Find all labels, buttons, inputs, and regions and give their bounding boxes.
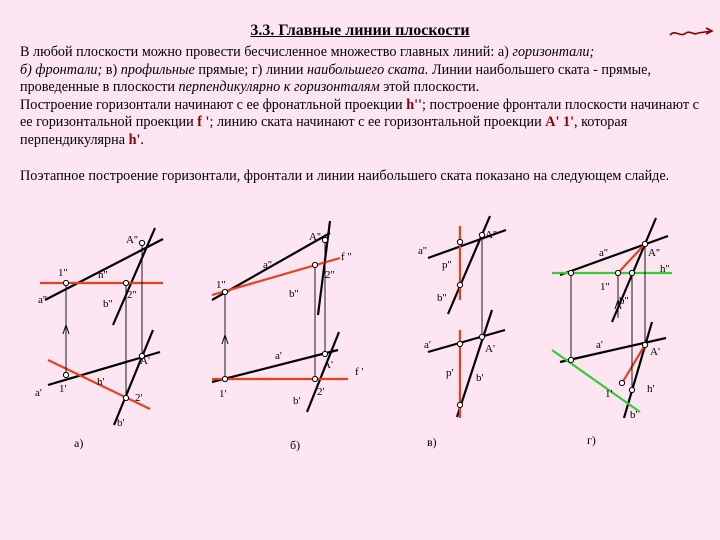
line-b-front (448, 216, 490, 314)
caption-b: б) (290, 438, 301, 452)
text-span: ; линию ската начинают с ее горизонтальной проекции (209, 114, 546, 131)
label: b' (293, 395, 301, 407)
point (139, 240, 144, 245)
text-span: h'' (406, 96, 422, 113)
point (642, 342, 647, 347)
point (568, 357, 573, 362)
label: f ' (355, 366, 364, 378)
caption-v: в) (427, 435, 437, 449)
point (629, 387, 634, 392)
text-span: перпендикулярно к горизонталям (178, 79, 380, 96)
label: A'' (648, 247, 660, 259)
label: A'' (126, 234, 138, 246)
label: p' (446, 367, 454, 379)
label: b'' (103, 298, 113, 310)
label: 1' (605, 388, 613, 400)
label: 1' (59, 383, 67, 395)
text-span: . (140, 131, 144, 148)
text-span: Построение горизонтали начинают с ее фронатльной проекции (20, 96, 407, 113)
text-span: профильные (120, 61, 195, 78)
point (479, 232, 484, 237)
label: h' (647, 383, 655, 395)
line-b-top (114, 330, 153, 425)
label: b'' (437, 292, 447, 304)
diagram-v (418, 216, 506, 449)
label: 1' (219, 388, 227, 400)
text-span: б) фронтали; (20, 61, 103, 78)
point (457, 239, 462, 244)
text-span: , которая перпендикулярна (20, 114, 628, 148)
label: b'' (289, 288, 299, 300)
label: A'' (309, 231, 321, 243)
label: 1'' (600, 281, 610, 293)
label: a' (35, 387, 42, 399)
point (479, 334, 484, 339)
point (629, 270, 634, 275)
caption-g: г) (587, 433, 596, 447)
text-span: горизонтали; (512, 44, 595, 60)
label: h' (97, 376, 105, 388)
point (457, 402, 462, 407)
label: A' (650, 346, 660, 358)
horizontal-top (552, 350, 640, 412)
label: b' (117, 417, 125, 429)
point (123, 280, 128, 285)
point (123, 395, 128, 400)
label: a'' (599, 247, 608, 259)
label: a' (596, 339, 603, 351)
point (457, 341, 462, 346)
point (619, 380, 624, 385)
label: 2' (135, 392, 143, 404)
point (312, 376, 317, 381)
text-span: в) (102, 61, 121, 78)
label: A' (140, 355, 150, 367)
point (222, 376, 227, 381)
diagram-a (35, 228, 163, 450)
label: 1'' (58, 267, 68, 279)
text-span: наибольшего ската. (306, 61, 429, 78)
point (615, 270, 620, 275)
line-b-top (307, 332, 339, 412)
text-span: ; построение фронтали плоскости начинают с ее горизонтальной проекции (20, 96, 699, 131)
text-span: h' (128, 131, 141, 148)
label: A'' (485, 229, 497, 241)
caption-a: а) (74, 436, 84, 450)
label: b' (630, 409, 638, 421)
label: f '' (341, 251, 352, 263)
text-span: этой плоскости. (379, 79, 480, 96)
point (63, 280, 68, 285)
text-span: A' 1' (545, 114, 575, 131)
text-span: Линии наибольшего ската - прямые, проведенные в плоскости (20, 61, 651, 96)
text-span: прямые; г) линии (194, 61, 307, 78)
label: a'' (263, 259, 272, 271)
next-slide-paragraph: Поэтапное построение горизонтали, фронтали и линии наибольшего ската показано на следующем слайде. (20, 168, 670, 184)
label: b'' (619, 295, 629, 307)
label: a'' (38, 294, 47, 306)
label: 2' (317, 386, 325, 398)
text-span: f ' (197, 114, 210, 131)
point (322, 237, 327, 242)
point (312, 262, 317, 267)
label: a'' (418, 245, 427, 257)
label: a' (424, 339, 431, 351)
point (568, 270, 573, 275)
point (63, 372, 68, 377)
diagram-g (552, 218, 672, 447)
point (457, 282, 462, 287)
label: A' (323, 359, 333, 371)
label: 2'' (127, 289, 137, 301)
point (322, 351, 327, 356)
line-b-top (457, 310, 492, 417)
diagram-b (212, 221, 363, 452)
slope-line-top (622, 345, 645, 383)
point (642, 241, 647, 246)
label: h'' (98, 269, 108, 281)
label: b' (476, 372, 484, 384)
label: h'' (660, 263, 670, 275)
label: a' (275, 350, 282, 362)
label: 1'' (216, 279, 226, 291)
label: 2'' (325, 269, 335, 281)
label: p'' (442, 259, 452, 271)
label: A' (485, 343, 495, 355)
text-span: В любой плоскости можно провести бесчисленное множество главных линий: а) (20, 44, 513, 60)
page-title: 3.3. Главные линии плоскости (250, 22, 470, 39)
